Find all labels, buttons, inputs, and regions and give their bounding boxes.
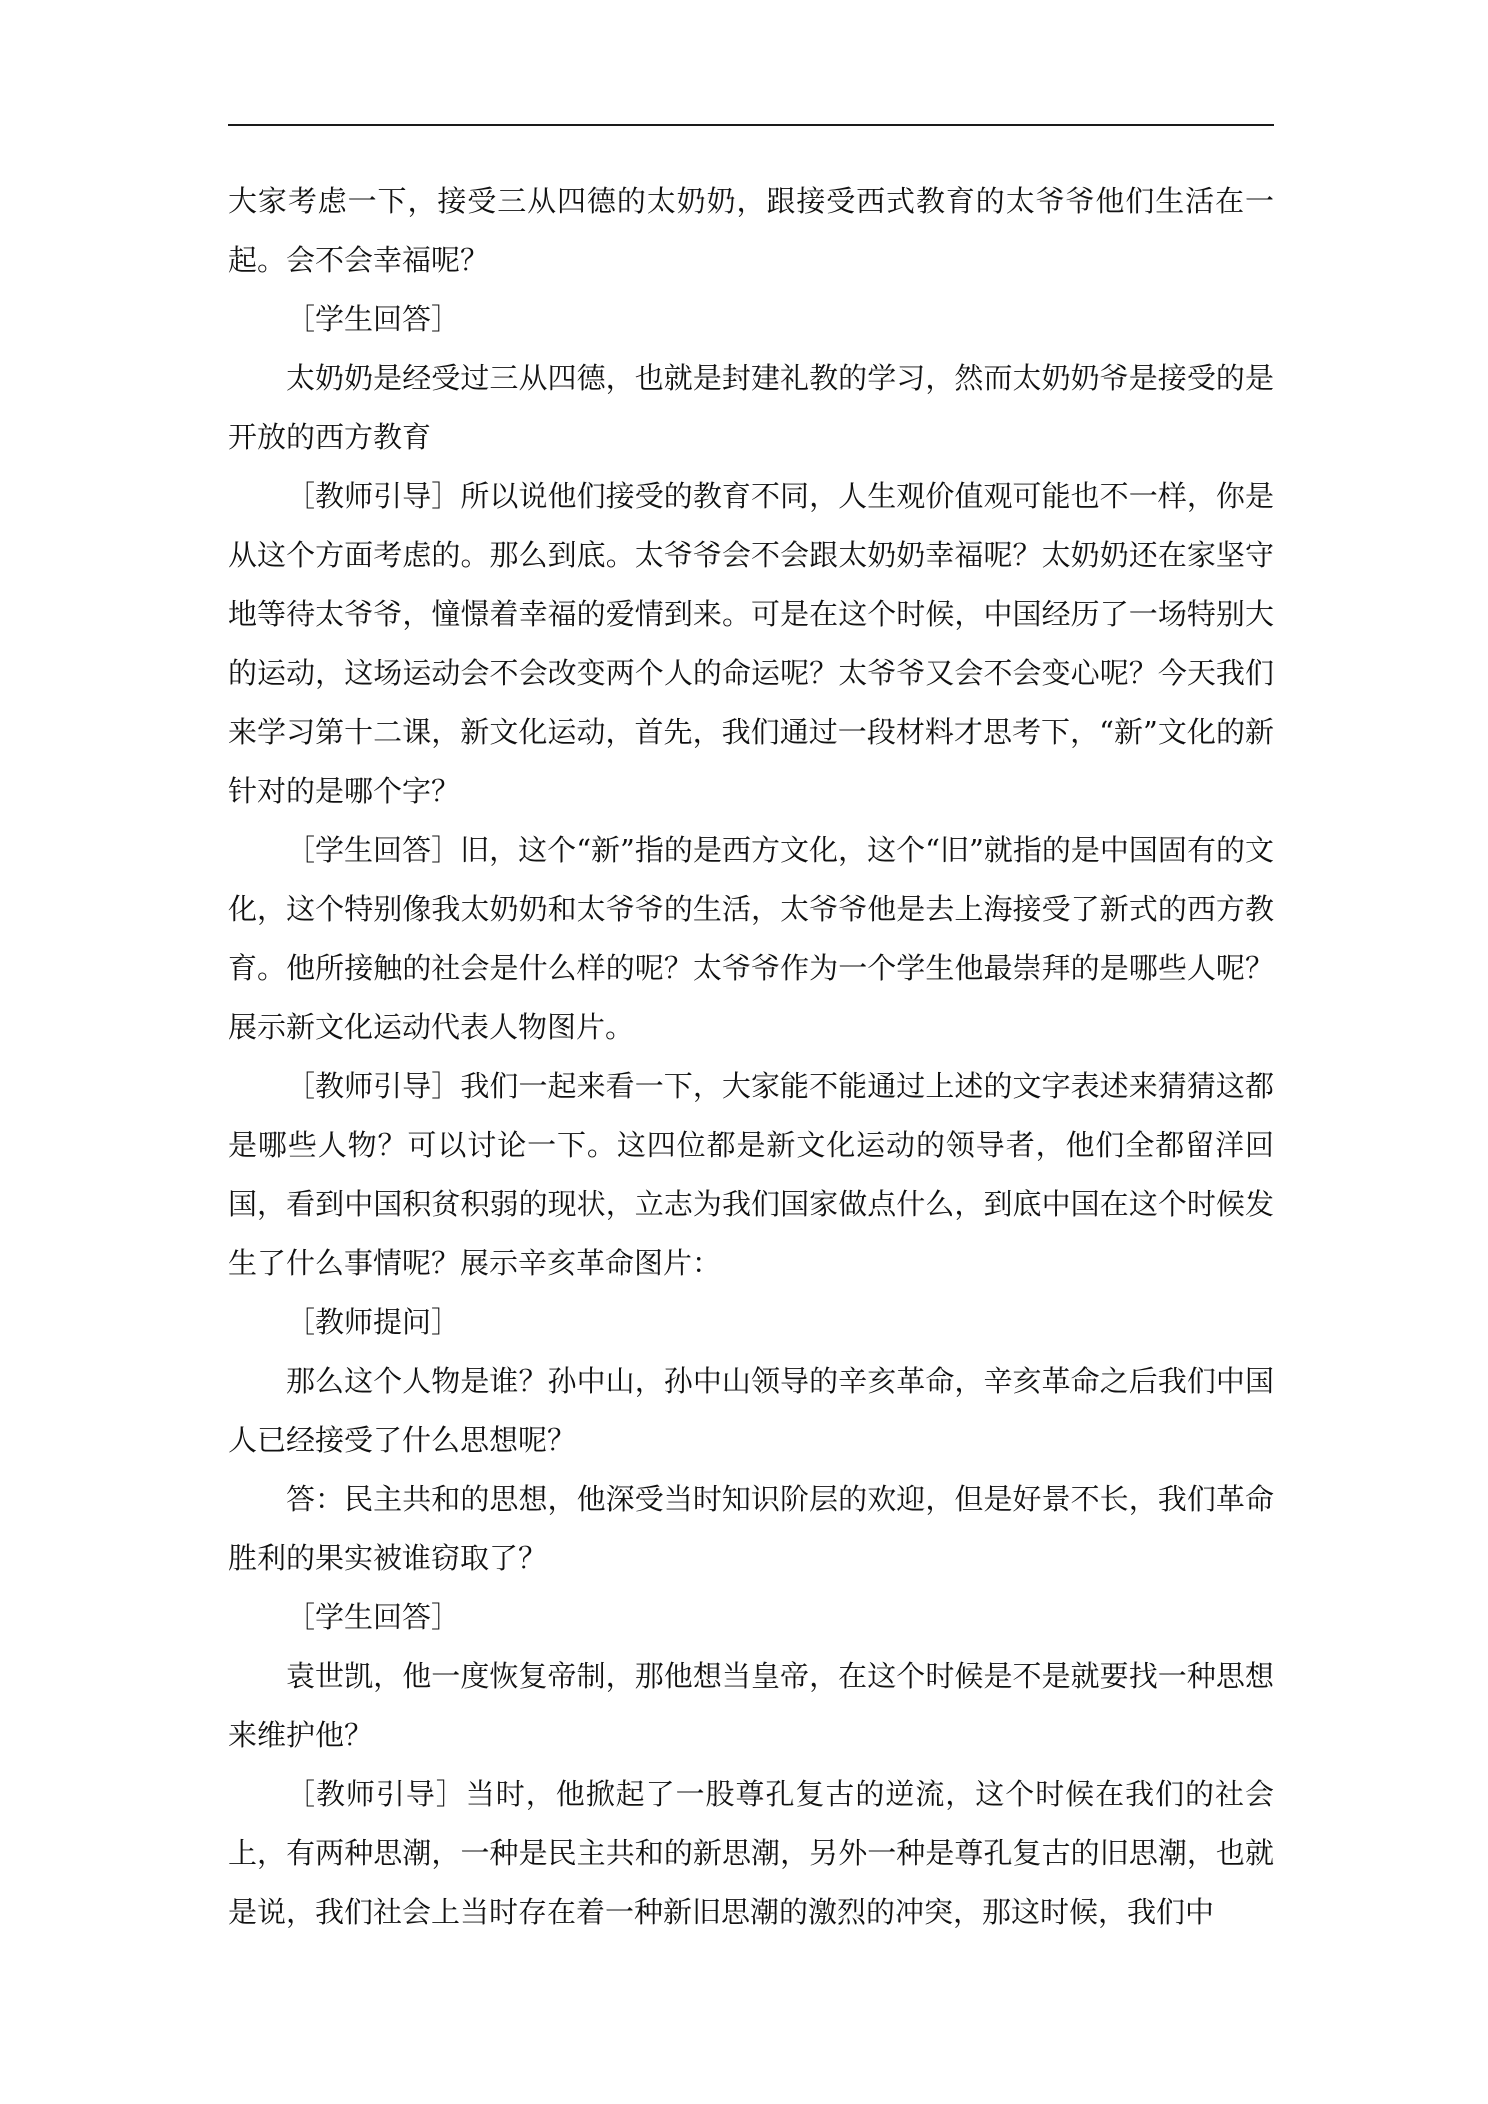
paragraph: 袁世凯，他一度恢复帝制，那他想当皇帝，在这个时候是不是就要找一种思想来维护他？: [228, 1659, 1274, 1752]
paragraph: ［教师引导］所以说他们接受的教育不同，人生观价值观可能也不一样，你是从这个方面考虑的。那么到底。太爷爷会不会跟太奶奶幸福呢？太奶奶还在家坚守地等待太爷爷，憧憬着幸福的爱情到来。可是在这个时候，中国经历了一场特别大的运动，这场运动会不会改变两个人的命运呢？太爷爷又会不会变心呢？今天我们来学习第十二课，新文化运动，首先，我们通过一段材料才思考下，“新”文化的新针对的是哪个字？: [228, 479, 1274, 808]
document-body: [228, 172, 1274, 1942]
paragraph: ［教师提问］: [286, 1305, 461, 1339]
paragraph: ［学生回答］旧，这个“新”指的是西方文化，这个“旧”就指的是中国固有的文化，这个特别像我太奶奶和太爷爷的生活，太爷爷他是去上海接受了新式的西方教育。他所接触的社会是什么样的呢？太爷爷作为一个学生他最崇拜的是哪些人呢？展示新文化运动代表人物图片。: [228, 833, 1274, 1044]
paragraph: ［学生回答］: [286, 1600, 461, 1634]
paragraph: 大家考虑一下，接受三从四德的太奶奶，跟接受西式教育的太爷爷他们生活在一起。会不会幸福呢？: [228, 184, 1274, 277]
paragraph: 太奶奶是经受过三从四德，也就是封建礼教的学习，然而太奶奶爷是接受的是开放的西方教育: [228, 361, 1274, 454]
paragraph: ［教师引导］我们一起来看一下，大家能不能通过上述的文字表述来猜猜这都是哪些人物？可以讨论一下。这四位都是新文化运动的领导者，他们全都留洋回国，看到中国积贫积弱的现状，立志为我们国家做点什么，到底中国在这个时候发生了什么事情呢？展示辛亥革命图片：: [228, 1069, 1274, 1280]
paragraph: ［教师引导］当时，他掀起了一股尊孔复古的逆流，这个时候在我们的社会上，有两种思潮，一种是民主共和的新思潮，另外一种是尊孔复古的旧思潮，也就是说，我们社会上当时存在着一种新旧思潮的激烈的冲突，那这时候，我们中: [228, 1777, 1274, 1929]
paragraph: 那么这个人物是谁？孙中山，孙中山领导的辛亥革命，辛亥革命之后我们中国人已经接受了什么思想呢？: [228, 1364, 1274, 1457]
header-rule: [228, 124, 1274, 126]
paragraph: 答：民主共和的思想，他深受当时知识阶层的欢迎，但是好景不长，我们革命胜利的果实被谁窃取了？: [228, 1482, 1274, 1575]
paragraph: ［学生回答］: [286, 302, 461, 336]
